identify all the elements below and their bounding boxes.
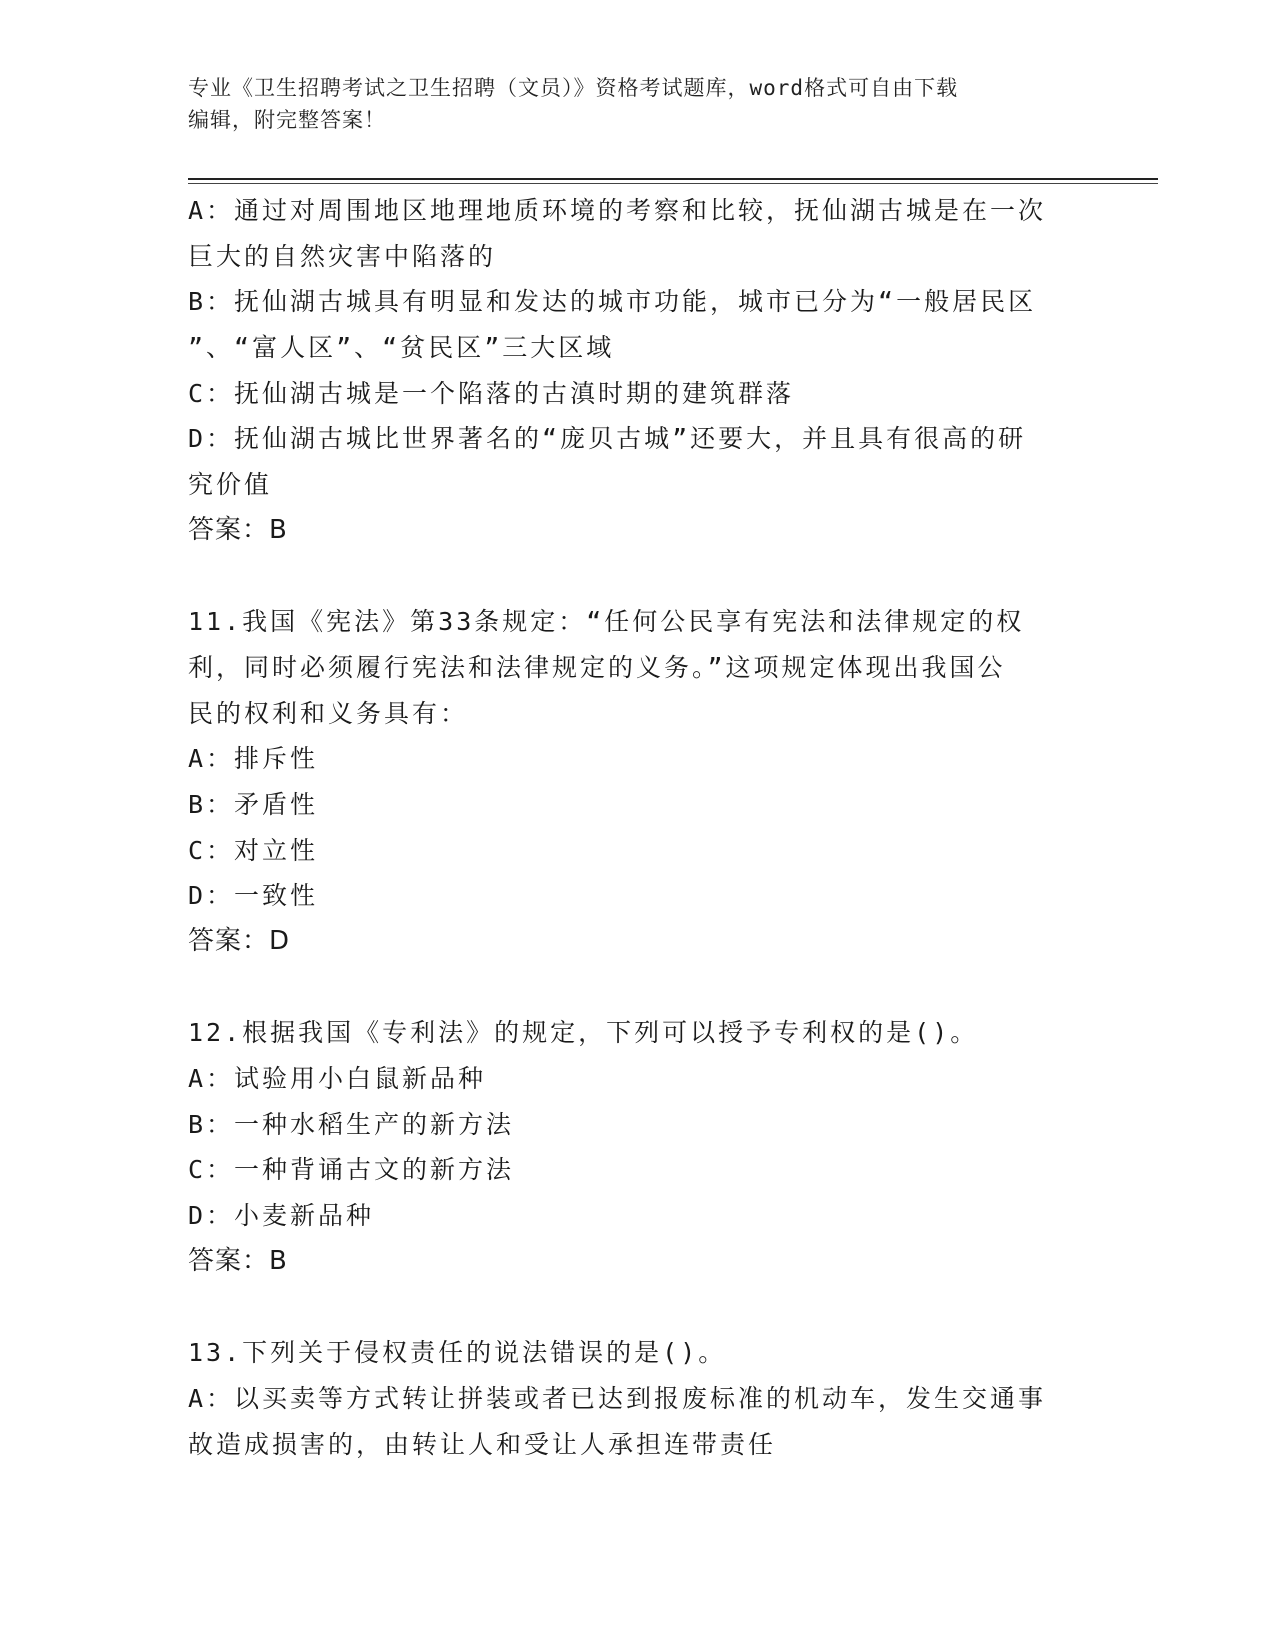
header-line-2: 编辑，附完整答案！ [188,108,386,132]
option-d: D：小麦新品种 [188,1201,375,1231]
spacer [188,554,1088,600]
option-b: B：一种水稻生产的新方法 [188,1109,515,1139]
question-stem-line-1: 11.我国《宪法》第33条规定：“任何公民享有宪法和法律规定的权 [188,607,1025,637]
option-c: C：对立性 [188,835,319,865]
option-a: A：试验用小白鼠新品种 [188,1064,487,1094]
option-a-line-2: 故造成损害的，由转让人和受让人承担连带责任 [188,1429,777,1459]
answer-label: 答案：D [188,926,291,956]
option-d-line-2: 究价值 [188,470,273,500]
option-b-line-2: ”、“富人区”、“贫民区”三大区域 [188,333,615,363]
question-10 [188,188,1088,554]
answer-label: 答案：B [188,1245,288,1276]
option-a-line-2: 巨大的自然灾害中陷落的 [188,241,497,271]
header-divider-thin [188,183,1158,184]
spacer [188,965,1088,1011]
question-12 [188,1010,1088,1284]
question-13 [188,1330,1088,1467]
question-stem-line-3: 民的权利和义务具有： [188,698,469,728]
option-c: C：一种背诵古文的新方法 [188,1155,515,1185]
answer-label: 答案：B [188,514,288,545]
question-stem: 13.下列关于侵权责任的说法错误的是()。 [188,1338,727,1368]
header-divider-thick [188,178,1158,180]
option-c: C：抚仙湖古城是一个陷落的古滇时期的建筑群落 [188,378,795,408]
option-a: A：排斥性 [188,744,319,774]
option-d: D：一致性 [188,881,319,911]
spacer [188,1285,1088,1331]
option-a-line-1: A：通过对周围地区地理地质环境的考察和比较，抚仙湖古城是在一次 [188,196,1047,225]
page-header [188,72,1068,136]
option-a-line-1: A：以买卖等方式转让拼装或者已达到报废标准的机动车，发生交通事 [188,1383,1047,1413]
question-stem-line-2: 利，同时必须履行宪法和法律规定的义务。”这项规定体现出我国公 [188,652,1006,682]
option-d-line-1: D：抚仙湖古城比世界著名的“庞贝古城”还要大，并且具有很高的研 [188,424,1027,454]
option-b: B：矛盾性 [188,789,319,819]
option-b-line-1: B：抚仙湖古城具有明显和发达的城市功能，城市已分为“一般居民区 [188,287,1037,317]
question-body [188,188,1088,1467]
question-stem: 12.根据我国《专利法》的规定，下列可以授予专利权的是()。 [188,1018,979,1048]
header-line-1: 专业《卫生招聘考试之卫生招聘（文员）》资格考试题库，word格式可自由下载 [188,76,959,100]
question-11 [188,599,1088,965]
